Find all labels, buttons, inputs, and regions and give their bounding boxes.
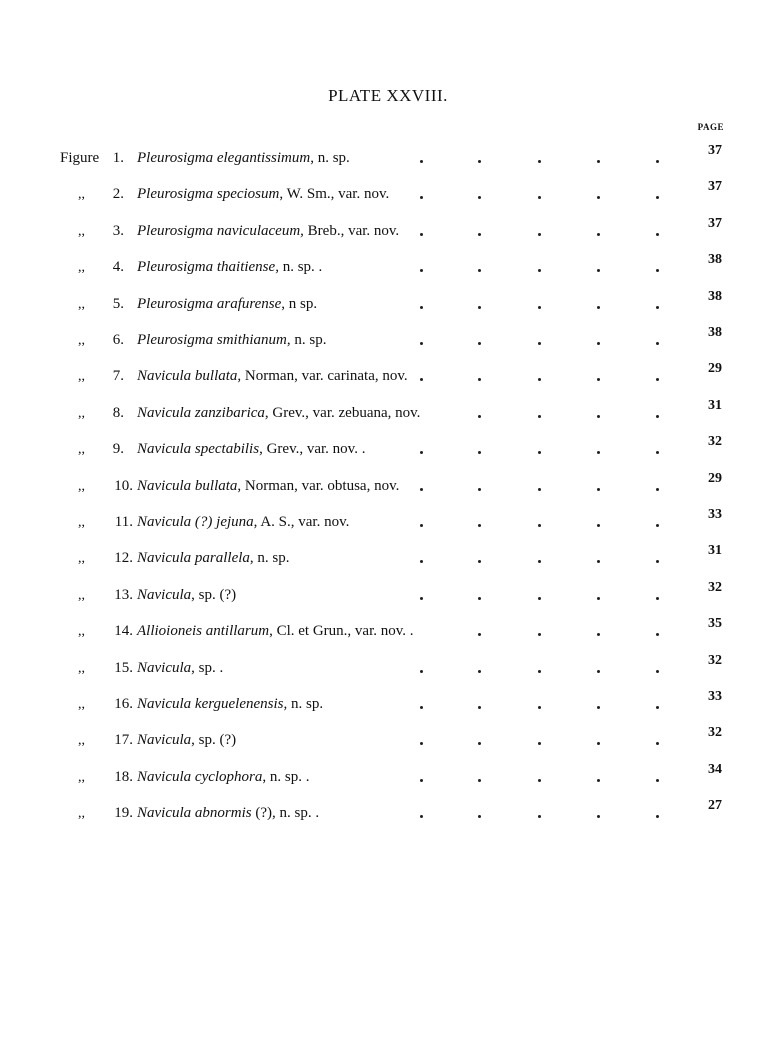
page-number: 32 (708, 579, 722, 595)
species-authority: , sp. . (191, 659, 224, 676)
leader-dot (597, 706, 600, 709)
ditto-mark: ,, (78, 405, 85, 421)
species-name: Navicula (137, 586, 192, 603)
species-authority: , n sp. (281, 295, 318, 312)
leader-dot (656, 269, 659, 272)
page-number: 33 (708, 507, 722, 522)
leader-dot (656, 742, 659, 745)
leader-dot (538, 269, 541, 272)
figure-description (137, 732, 236, 749)
leader-dot (656, 597, 659, 600)
species-name: Allioioneis antillarum (137, 623, 270, 640)
leader-dot (478, 597, 481, 600)
leader-dots (420, 150, 660, 168)
figure-row (0, 759, 776, 795)
leader-dot (538, 160, 541, 163)
leader-dot (656, 779, 659, 782)
species-authority: , A. S., var. nov. (253, 514, 350, 530)
page-column-header: PAGE (697, 122, 724, 132)
figure-row (0, 395, 776, 431)
leader-dot (420, 597, 423, 600)
figure-description (137, 150, 350, 167)
leader-dots (420, 441, 660, 459)
leader-dot (656, 633, 659, 636)
species-name: Navicula parallela (137, 550, 250, 567)
leader-dot (478, 306, 481, 309)
leader-dots (420, 660, 660, 678)
figure-row (0, 722, 776, 758)
species-authority: , Norman, var. carinata, nov. (237, 368, 408, 385)
leader-dot (656, 378, 659, 381)
figure-number: 7. (112, 368, 124, 385)
species-name: Navicula cyclophora (137, 768, 263, 785)
figure-row (0, 686, 776, 722)
figure-number: 2. (112, 186, 124, 203)
leader-dot (478, 488, 481, 491)
leader-dot (478, 524, 481, 527)
species-name: Navicula zanzibarica (137, 404, 265, 421)
ditto-mark: ,, (78, 697, 85, 712)
leader-dot (420, 160, 423, 163)
figure-number: 13. (114, 586, 133, 603)
figure-number: 17. (114, 732, 133, 749)
leader-dot (478, 815, 481, 818)
leader-dot (538, 742, 541, 745)
leader-dots (420, 332, 660, 350)
leader-dot (420, 269, 423, 272)
ditto-mark: ,, (78, 624, 85, 640)
leader-dot (656, 670, 659, 673)
figure-number: 6. (112, 332, 124, 348)
ditto-mark: ,, (78, 551, 85, 567)
species-authority: , sp. (?) (191, 586, 237, 603)
figure-description (137, 805, 319, 822)
leader-dot (656, 233, 659, 236)
species-name: Navicula (?) jejuna (137, 514, 254, 530)
leader-dot (656, 306, 659, 309)
plate-title: PLATE XXVIII. (328, 86, 448, 105)
leader-dot (538, 633, 541, 636)
leader-dot (597, 451, 600, 454)
ditto-mark: ,, (78, 223, 85, 239)
figure-number: 1. (112, 150, 124, 166)
figure-row (0, 795, 776, 831)
leader-dot (478, 342, 481, 345)
ditto-mark: ,, (78, 369, 85, 385)
leader-dot (597, 633, 600, 636)
leader-dot (538, 306, 541, 309)
species-authority: , n. sp. . (275, 259, 323, 276)
figure-number: 14. (114, 623, 133, 640)
figure-row (0, 577, 776, 613)
figure-label: Figure (60, 150, 100, 166)
leader-dot (420, 524, 423, 527)
leader-dot (597, 196, 600, 199)
leader-dot (478, 378, 481, 381)
leader-dots (420, 478, 660, 496)
ditto-mark: ,, (78, 660, 85, 676)
species-name: Pleurosigma arafurense (137, 295, 282, 312)
leader-dot (597, 342, 600, 345)
leader-dot (538, 378, 541, 381)
figure-description (137, 478, 399, 495)
leader-dot (420, 706, 423, 709)
leader-dot (656, 196, 659, 199)
leader-dot (538, 815, 541, 818)
leader-dot (420, 779, 423, 782)
page-number: 33 (708, 689, 722, 704)
leader-dots (420, 696, 660, 714)
leader-dot (478, 196, 481, 199)
ditto-mark: ,, (78, 515, 85, 530)
figure-description (137, 332, 326, 349)
leader-dot (478, 633, 481, 636)
leader-dot (656, 488, 659, 491)
figure-number: 4. (112, 259, 124, 276)
leader-dot (597, 779, 600, 782)
leader-dot (656, 451, 659, 454)
leader-dot (538, 415, 541, 418)
leader-dot (538, 779, 541, 782)
leader-dot (597, 488, 600, 491)
figure-number: 9. (112, 441, 124, 458)
leader-dots (420, 405, 660, 423)
leader-dot (538, 451, 541, 454)
leader-dot (656, 160, 659, 163)
leader-dot (597, 670, 600, 673)
figure-description (137, 186, 389, 203)
page-number: 27 (708, 798, 722, 814)
figure-row (0, 613, 776, 649)
leader-dot (597, 560, 600, 563)
leader-dot (597, 524, 600, 527)
leader-dots (420, 296, 660, 314)
leader-dot (420, 342, 423, 345)
figure-row (0, 213, 776, 249)
leader-dot (478, 451, 481, 454)
species-name: Navicula abnormis (137, 805, 252, 822)
leader-dot (597, 306, 600, 309)
species-name: Navicula spectabilis (137, 441, 260, 458)
page-number: 29 (708, 361, 722, 377)
page-number: 37 (708, 179, 722, 195)
ditto-mark: ,, (78, 442, 85, 458)
figure-description (137, 405, 420, 422)
leader-dot (420, 378, 423, 381)
leader-dots (420, 732, 660, 750)
page-number: 37 (708, 215, 722, 231)
species-name: Navicula (137, 659, 192, 676)
page-number: 37 (708, 143, 722, 158)
figure-description (137, 623, 414, 640)
figure-row (0, 468, 776, 504)
figure-description (137, 514, 349, 531)
species-authority: , n. sp. (249, 550, 290, 567)
figure-row (0, 322, 776, 358)
leader-dot (597, 815, 600, 818)
leader-dot (478, 670, 481, 673)
species-name: Pleurosigma smithianum (137, 332, 287, 348)
figure-number: 10. (114, 477, 133, 494)
leader-dot (597, 160, 600, 163)
species-name: Pleurosigma elegantissimum (137, 150, 311, 166)
leader-dot (597, 378, 600, 381)
species-name: Pleurosigma naviculaceum (137, 222, 301, 239)
figure-row (0, 286, 776, 322)
figure-number: 18. (114, 768, 133, 785)
figure-row (0, 650, 776, 686)
leader-dots (420, 623, 660, 641)
leader-dot (420, 670, 423, 673)
leader-dot (420, 488, 423, 491)
leader-dot (538, 196, 541, 199)
figure-row (0, 140, 776, 176)
page-number: 38 (708, 288, 722, 304)
figure-description (137, 769, 309, 786)
leader-dot (597, 742, 600, 745)
leader-dot (597, 415, 600, 418)
species-name: Pleurosigma thaitiense (137, 259, 276, 276)
leader-dot (420, 742, 423, 745)
leader-dots (420, 550, 660, 568)
leader-dot (478, 706, 481, 709)
leader-dot (420, 196, 423, 199)
leader-dot (478, 560, 481, 563)
ditto-mark: ,, (78, 733, 85, 749)
species-authority: , Grev., var. zebuana, nov. (264, 404, 421, 421)
leader-dot (538, 706, 541, 709)
figure-description (137, 441, 365, 458)
figure-number: 3. (112, 222, 124, 239)
leader-dot (478, 269, 481, 272)
figure-number: 12. (114, 550, 133, 567)
leader-dots (420, 186, 660, 204)
leader-dots (420, 223, 660, 241)
figure-number: 11. (114, 514, 133, 530)
leader-dot (478, 742, 481, 745)
leader-dot (478, 160, 481, 163)
leader-dots (420, 805, 660, 823)
figure-row (0, 358, 776, 394)
leader-dots (420, 368, 660, 386)
figure-number: 16. (114, 696, 133, 712)
species-authority: , n. sp. . (262, 768, 310, 785)
leader-dot (656, 415, 659, 418)
figure-number: 15. (114, 659, 133, 676)
leader-dot (538, 488, 541, 491)
species-authority: , Cl. et Grun., var. nov. . (269, 623, 414, 640)
species-name: Navicula (137, 732, 192, 749)
figure-row (0, 249, 776, 285)
leader-dot (538, 524, 541, 527)
leader-dot (538, 560, 541, 563)
page-number: 32 (708, 725, 722, 741)
figure-row (0, 540, 776, 576)
ditto-mark: ,, (78, 769, 85, 785)
ditto-mark: ,, (78, 333, 85, 348)
figure-description (137, 550, 290, 567)
species-authority: , Norman, var. obtusa, nov. (237, 477, 400, 494)
leader-dot (538, 342, 541, 345)
leader-dot (420, 233, 423, 236)
page-number: 38 (708, 325, 722, 340)
leader-dot (656, 815, 659, 818)
figure-number: 5. (112, 295, 124, 312)
figure-number: 19. (114, 805, 133, 822)
figure-description (137, 259, 322, 276)
leader-dot (597, 233, 600, 236)
leader-dot (538, 597, 541, 600)
leader-dot (538, 233, 541, 236)
figure-description (137, 368, 408, 385)
species-name: Pleurosigma speciosum (137, 186, 280, 203)
leader-dot (478, 415, 481, 418)
page-number: 29 (708, 470, 722, 486)
leader-dot (420, 560, 423, 563)
leader-dot (420, 306, 423, 309)
ditto-mark: ,, (78, 806, 85, 822)
species-name: Navicula bullata (137, 368, 238, 385)
species-authority: , Grev., var. nov. . (259, 441, 366, 458)
figure-row (0, 431, 776, 467)
species-authority: , Breb., var. nov. (300, 222, 400, 239)
leader-dot (656, 560, 659, 563)
page-number: 31 (708, 543, 722, 559)
leader-dot (478, 233, 481, 236)
leader-dots (420, 514, 660, 532)
figure-row (0, 504, 776, 540)
species-authority: , n. sp. (283, 696, 324, 712)
figure-description (137, 587, 236, 604)
page-number: 32 (708, 652, 722, 668)
species-name: Navicula kerguelenensis (137, 696, 284, 712)
species-authority: , n. sp. (286, 332, 327, 348)
figure-description (137, 660, 223, 677)
ditto-mark: ,, (78, 478, 85, 494)
page-number: 31 (708, 397, 722, 413)
figure-row (0, 176, 776, 212)
leader-dot (478, 779, 481, 782)
leader-dot (538, 670, 541, 673)
ditto-mark: ,, (78, 587, 85, 603)
page-number: 32 (708, 434, 722, 450)
ditto-mark: ,, (78, 187, 85, 203)
figure-description (137, 696, 323, 713)
leader-dots (420, 587, 660, 605)
leader-dot (656, 706, 659, 709)
leader-dot (420, 815, 423, 818)
figure-description (137, 223, 399, 240)
figure-number: 8. (112, 404, 124, 421)
ditto-mark: ,, (78, 260, 85, 276)
leader-dot (597, 269, 600, 272)
leader-dots (420, 259, 660, 277)
page-number: 35 (708, 616, 722, 632)
leader-dot (656, 342, 659, 345)
leader-dot (656, 524, 659, 527)
leader-dot (420, 451, 423, 454)
leader-dots (420, 769, 660, 787)
ditto-mark: ,, (78, 296, 85, 312)
leader-dot (597, 597, 600, 600)
species-authority: , sp. (?) (191, 732, 237, 749)
species-name: Navicula bullata (137, 477, 238, 494)
figure-description (137, 296, 317, 313)
page-number: 34 (708, 761, 722, 777)
species-authority: , W. Sm., var. nov. (279, 186, 390, 203)
species-authority: , n. sp. (310, 150, 350, 166)
species-authority: (?), n. sp. . (251, 805, 320, 822)
page-number: 38 (708, 252, 722, 268)
